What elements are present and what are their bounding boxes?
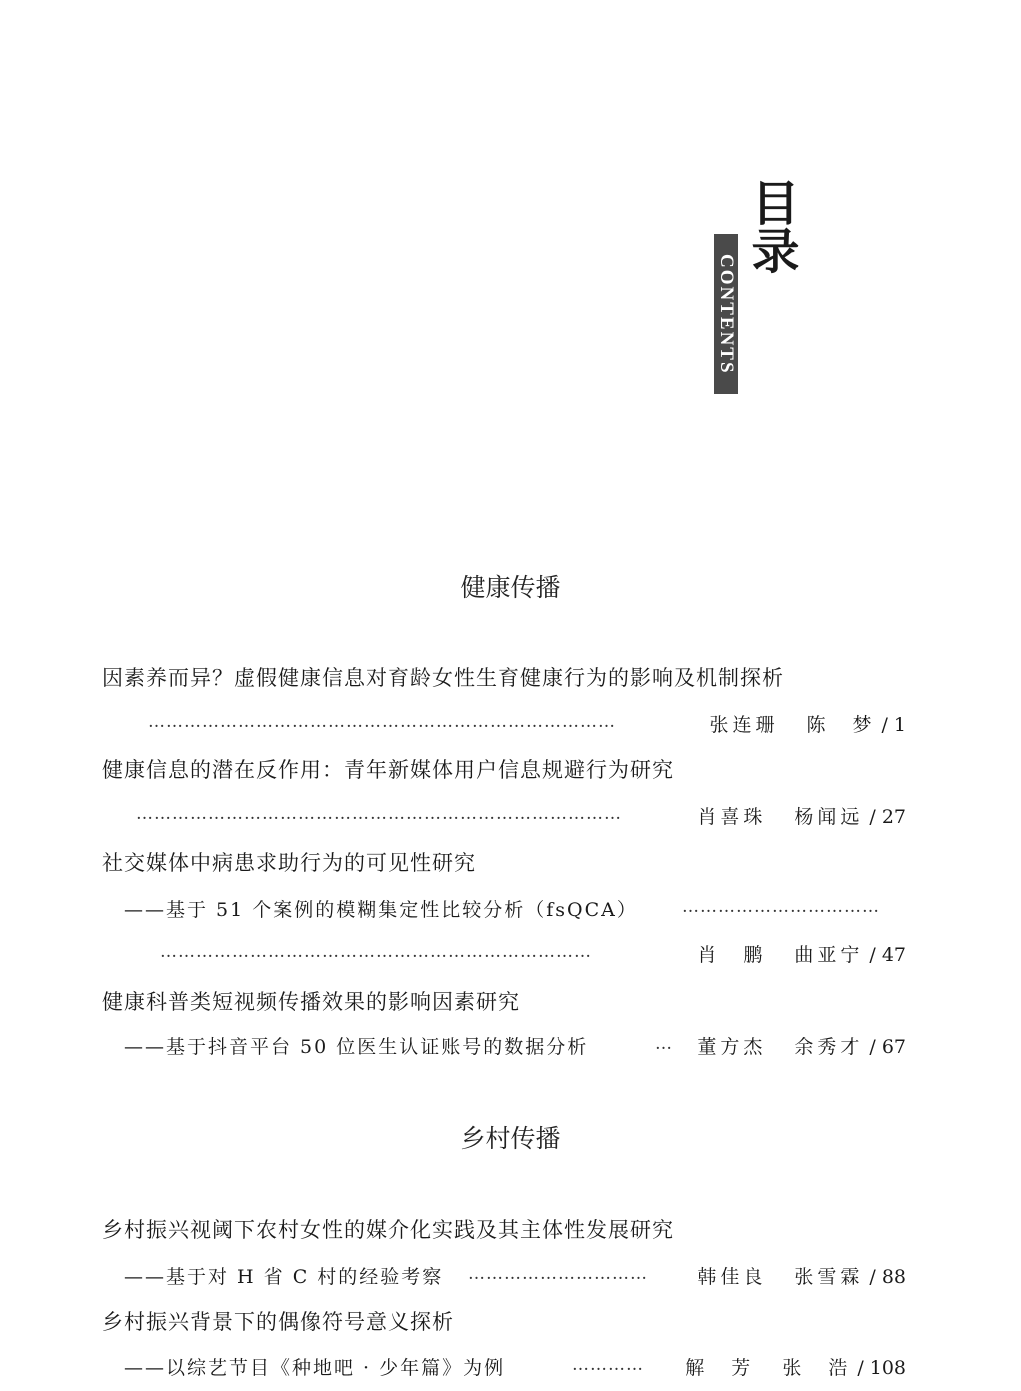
- author-name: 余秀才: [794, 1036, 864, 1058]
- toc-entry-authors: [685, 1353, 906, 1380]
- author-name: 肖喜珠: [697, 806, 767, 828]
- author-name: 解 芳: [685, 1357, 755, 1379]
- toc-entry-subtitle: ——基于抖音平台 50 位医生认证账号的数据分析: [124, 1036, 589, 1058]
- contents-title-cn: 目录: [743, 178, 799, 274]
- section-heading-rural: 乡村传播: [460, 1124, 561, 1153]
- page-separator: /: [869, 806, 876, 828]
- leader-dots: ………………………………………………………………………: [136, 804, 622, 824]
- toc-entry-title[interactable]: 社交媒体中病患求助行为的可见性研究: [102, 851, 476, 875]
- author-name: 肖 鹏: [697, 944, 767, 966]
- page-number: 88: [881, 1266, 906, 1288]
- author-name: 陈 梦: [806, 714, 876, 736]
- toc-entry-authors: [697, 940, 906, 967]
- contents-title-en: CONTENTS: [716, 253, 737, 375]
- author-name: 韩佳良: [697, 1266, 767, 1288]
- page-number: 27: [881, 806, 906, 828]
- page-separator: /: [869, 944, 876, 966]
- page-number: 108: [869, 1357, 906, 1379]
- toc-entry-title[interactable]: 乡村振兴背景下的偶像符号意义探析: [102, 1310, 454, 1334]
- toc-entry-title[interactable]: 健康科普类短视频传播效果的影响因素研究: [102, 990, 520, 1014]
- toc-entry-authors: [697, 1262, 906, 1289]
- author-name: 杨闻远: [794, 806, 864, 828]
- leader-dots: …………………………: [468, 1264, 648, 1284]
- page-separator: /: [869, 1036, 876, 1058]
- page-separator: /: [881, 714, 888, 736]
- leader-dots: ………………………………………………………………: [160, 942, 592, 962]
- toc-entry-title[interactable]: 因素养而异？虚假健康信息对育龄女性生育健康行为的影响及机制探析: [102, 666, 784, 690]
- contents-title-en-strip: [714, 234, 738, 394]
- author-name: 董方杰: [697, 1036, 767, 1058]
- toc-entry-authors: [709, 710, 906, 737]
- page-separator: /: [857, 1357, 864, 1379]
- toc-entry-subtitle: ——基于对 H 省 C 村的经验考察: [124, 1266, 444, 1288]
- leader-dots: ……………………………: [682, 897, 880, 917]
- author-name: 张 浩: [782, 1357, 852, 1379]
- page-number: 47: [881, 944, 906, 966]
- toc-entry-authors: [697, 802, 906, 829]
- author-name: 曲亚宁: [794, 944, 864, 966]
- toc-entry-subtitle: ——基于 51 个案例的模糊集定性比较分析（fsQCA）: [124, 899, 638, 921]
- leader-dots: …: [655, 1034, 673, 1054]
- page-number: 1: [893, 714, 906, 736]
- toc-entry-subtitle: ——以综艺节目《种地吧 · 少年篇》为例: [124, 1357, 506, 1379]
- toc-entry-authors: [697, 1032, 906, 1059]
- section-heading-health: 健康传播: [460, 573, 561, 602]
- author-name: 张连珊: [709, 714, 779, 736]
- page-separator: /: [869, 1266, 876, 1288]
- author-name: 张雪霖: [794, 1266, 864, 1288]
- toc-entry-title[interactable]: 健康信息的潜在反作用：青年新媒体用户信息规避行为研究: [102, 758, 674, 782]
- page-number: 67: [881, 1036, 906, 1058]
- toc-entry-title[interactable]: 乡村振兴视阈下农村女性的媒介化实践及其主体性发展研究: [102, 1218, 674, 1242]
- leader-dots: …………: [572, 1355, 644, 1375]
- leader-dots: ……………………………………………………………………: [148, 712, 616, 732]
